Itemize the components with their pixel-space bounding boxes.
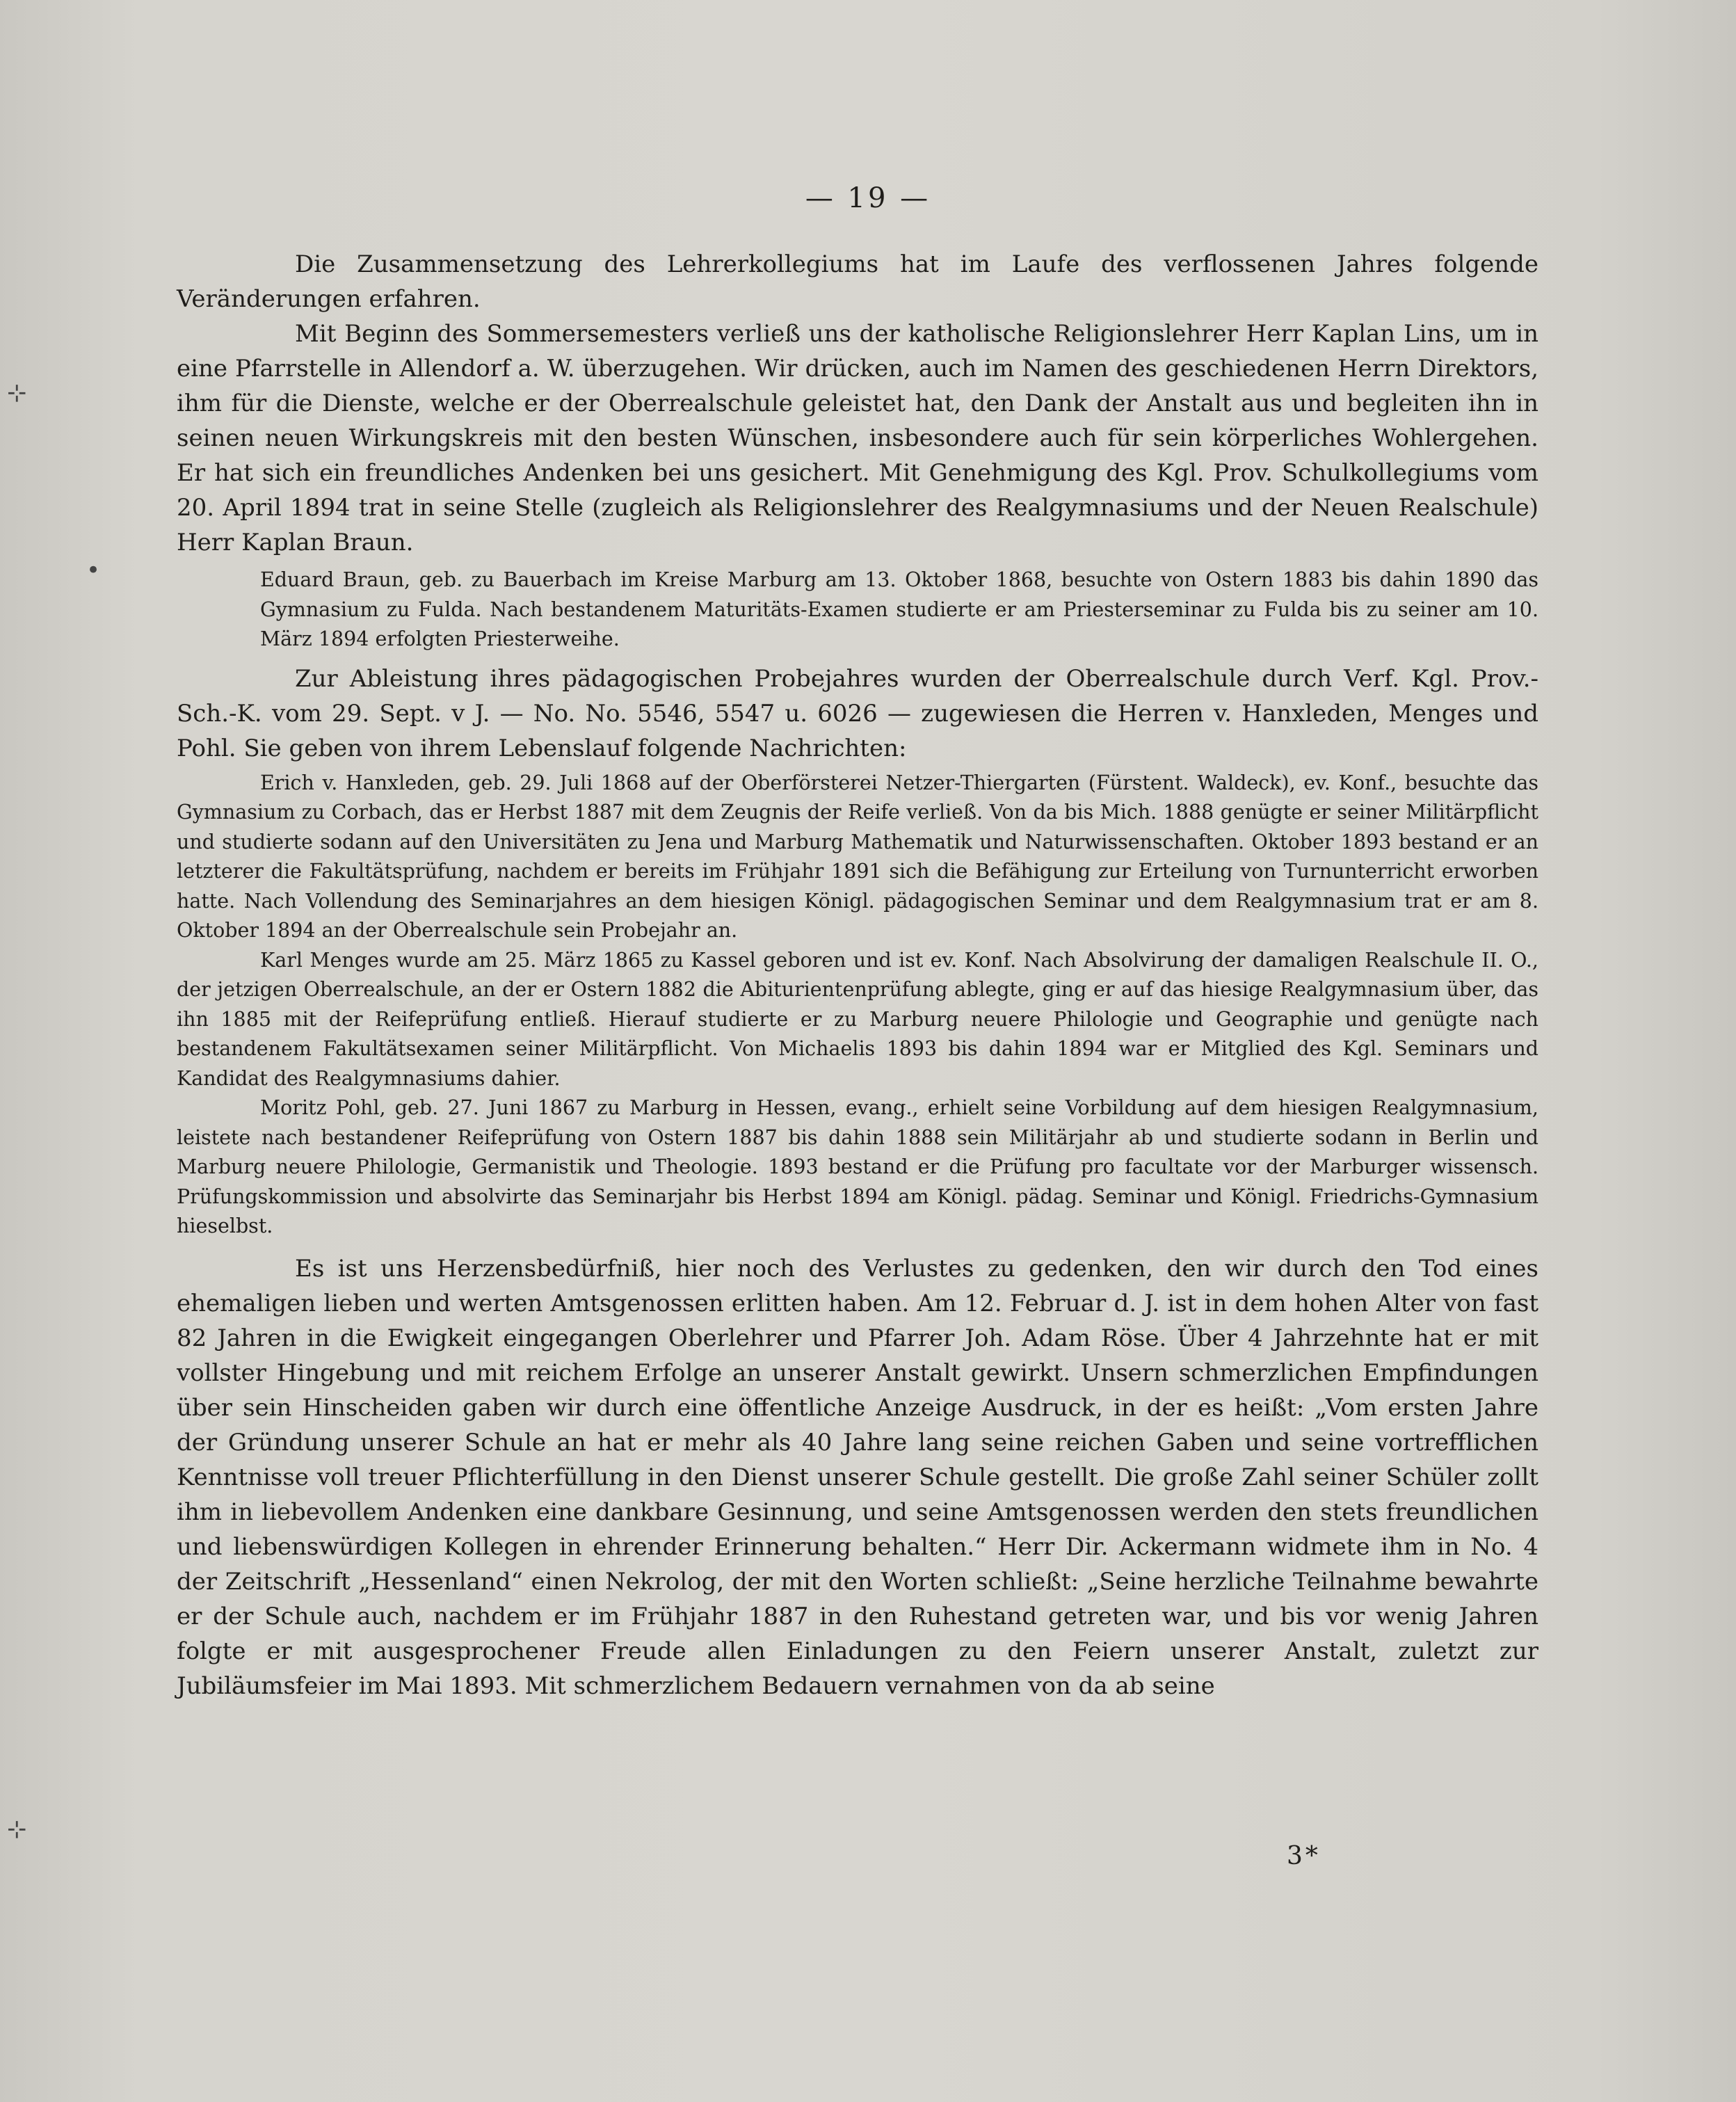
page-number: — 19 — — [805, 182, 931, 214]
signature-mark: 3* — [1287, 1842, 1321, 1870]
bio-menges: Karl Menges wurde am 25. März 1865 zu Kassel geboren und ist ev. Konf. Nach Absolvirung der damaligen Realschule II. O., der jetzigen Oberrealschule, an der er Ostern 1882 die Abiturientenprüfung ablegte, ging er auf das hiesige Realgymnasium über, das ihn 1885 mit der Reifeprüfung entließ. Hierauf studierte er zu Marburg neuere Philologie und Geographie und genügte nach bestandenem Fakultätsexamen seiner Militärpflicht. Von Michaelis 1893 bis dahin 1894 war er Mitglied des Kgl. Seminars und Kandidat des Realgymnasiums dahier. — [177, 948, 1538, 1090]
margin-dot-icon: • — [86, 556, 101, 584]
bio-pohl: Moritz Pohl, geb. 27. Juni 1867 zu Marburg in Hessen, evang., erhielt seine Vorbildung auf dem hiesigen Realgymnasium, leistete nach bestandener Reifeprüfung von Ostern 1887 bis dahin 1888 sein Militärjahr ab und studierte sodann in Berlin und Marburg neuere Philologie, Germanistik und Theologie. 1893 bestand er die Prüfung pro facultate vor der Marburger wissensch. Prüfungskommission und absolvirte das Seminarjahr bis Herbst 1894 am Königl. pädag. Seminar und Königl. Friedrichs-Gymnasium hieselbst. — [177, 1096, 1538, 1237]
bio-braun: Eduard Braun, geb. zu Bauerbach im Kreise Marburg am 13. Oktober 1868, besuchte von Ostern 1883 bis dahin 1890 das Gymnasium zu Fulda. Nach bestandenem Maturitäts-Examen studierte er am Priesterseminar zu Fulda bis zu seiner am 10. März 1894 erfolgten Priesterweihe. — [260, 568, 1538, 650]
bio-hanxleden: Erich v. Hanxleden, geb. 29. Juli 1868 auf der Oberförsterei Netzer-Thiergarten (Fürstent. Waldeck), ev. Konf., besuchte das Gymnasium zu Corbach, das er Herbst 1887 mit dem Zeugnis der Reife verließ. Von da bis Mich. 1888 genügte er seiner Militärpflicht und studierte sodann auf den Universitäten zu Jena und Marburg Mathematik und Naturwissenschaften. Oktober 1893 bestand er an letzterer die Fakultätsprüfung, nachdem er bereits im Frühjahr 1891 sich die Befähigung zur Erteilung von Turnunterricht erworben hatte. Nach Vollendung des Seminarjahres an dem hiesigen Königl. pädagogischen Seminar und dem Realgymnasium trat er am 8. Oktober 1894 an der Oberrealschule sein Probejahr an. — [177, 771, 1538, 942]
margin-mark-icon: ⊹ — [7, 1815, 27, 1843]
paragraph-probejahr: Zur Ableistung ihres pädagogischen Probejahres wurden der Oberrealschule durch Verf. Kgl. Prov.-Sch.-K. vom 29. Sept. v J. — No. No. 5546, 5547 u. 6026 — zugewiesen die Herren v. Hanxleden, Menges und Pohl. Sie geben von ihrem Lebenslauf folgende Nachrichten: — [177, 664, 1538, 762]
paragraph-intro: Die Zusammensetzung des Lehrerkollegiums hat im Laufe des verflossenen Jahres folgende Veränderungen erfahren. — [177, 250, 1538, 313]
margin-mark-icon: ⊹ — [7, 379, 27, 407]
paragraph-roese: Es ist uns Herzensbedürfniß, hier noch des Verlustes zu gedenken, den wir durch den Tod eines ehemaligen lieben und werten Amtsgenossen erlitten haben. Am 12. Februar d. J. ist in dem hohen Alter von fast 82 Jahren in die Ewigkeit eingegangen Oberlehrer und Pfarrer Joh. Adam Röse. Über 4 Jahrzehnte hat er mit vollster Hingebung und mit reichem Erfolge an unserer Anstalt gewirkt. Unsern schmerzlichen Empfindungen über sein Hinscheiden gaben wir durch eine öffentliche Anzeige Ausdruck, in der es heißt: „Vom ersten Jahre der Gründung unserer Schule an hat er mehr als 40 Jahre lang seine reichen Gaben und seine vortrefflichen Kenntnisse voll treuer Pflichterfüllung in den Dienst unserer Schule gestellt. Die große Zahl seiner Schüler zollt ihm in liebevollem Andenken eine dankbare Gesinnung, und seine Amtsgenossen werden den stets freundlichen und liebenswürdigen Kollegen in ehrender Erinnerung behalten.“ Herr Dir. Ackermann widmete ihm in No. 4 der Zeitschrift „Hessenland“ einen Nekrolog, der mit den Worten schließt: „Seine herzliche Teilnahme bewahrte er der Schule auch, nachdem er im Frühjahr 1887 in den Ruhestand getreten war, und bis vor wenig Jahren folgte er mit ausgesprochener Freude allen Einladungen zu den Feiern unserer Anstalt, zuletzt zur Jubiläumsfeier im Mai 1893. Mit schmerzlichem Bedauern vernahmen von da ab seine — [177, 1254, 1538, 1700]
paragraph-lins-braun: Mit Beginn des Sommersemesters verließ uns der katholische Religionslehrer Herr Kaplan Lins, um in eine Pfarrstelle in Allendorf a. W. überzugehen. Wir drücken, auch im Namen des geschiedenen Herrn Direktors, ihm für die Dienste, welche er der Oberrealschule geleistet hat, den Dank der Anstalt aus und begleiten ihn in seinen neuen Wirkungskreis mit den besten Wünschen, insbesondere auch für sein körperliches Wohlergehen. Er hat sich ein freundliches Andenken bei uns gesichert. Mit Genehmigung des Kgl. Prov. Schulkollegiums vom 20. April 1894 trat in seine Stelle (zugleich als Religionslehrer des Realgymnasiums und der Neuen Realschule) Herr Kaplan Braun. — [177, 320, 1538, 556]
document-body — [177, 247, 1538, 1703]
